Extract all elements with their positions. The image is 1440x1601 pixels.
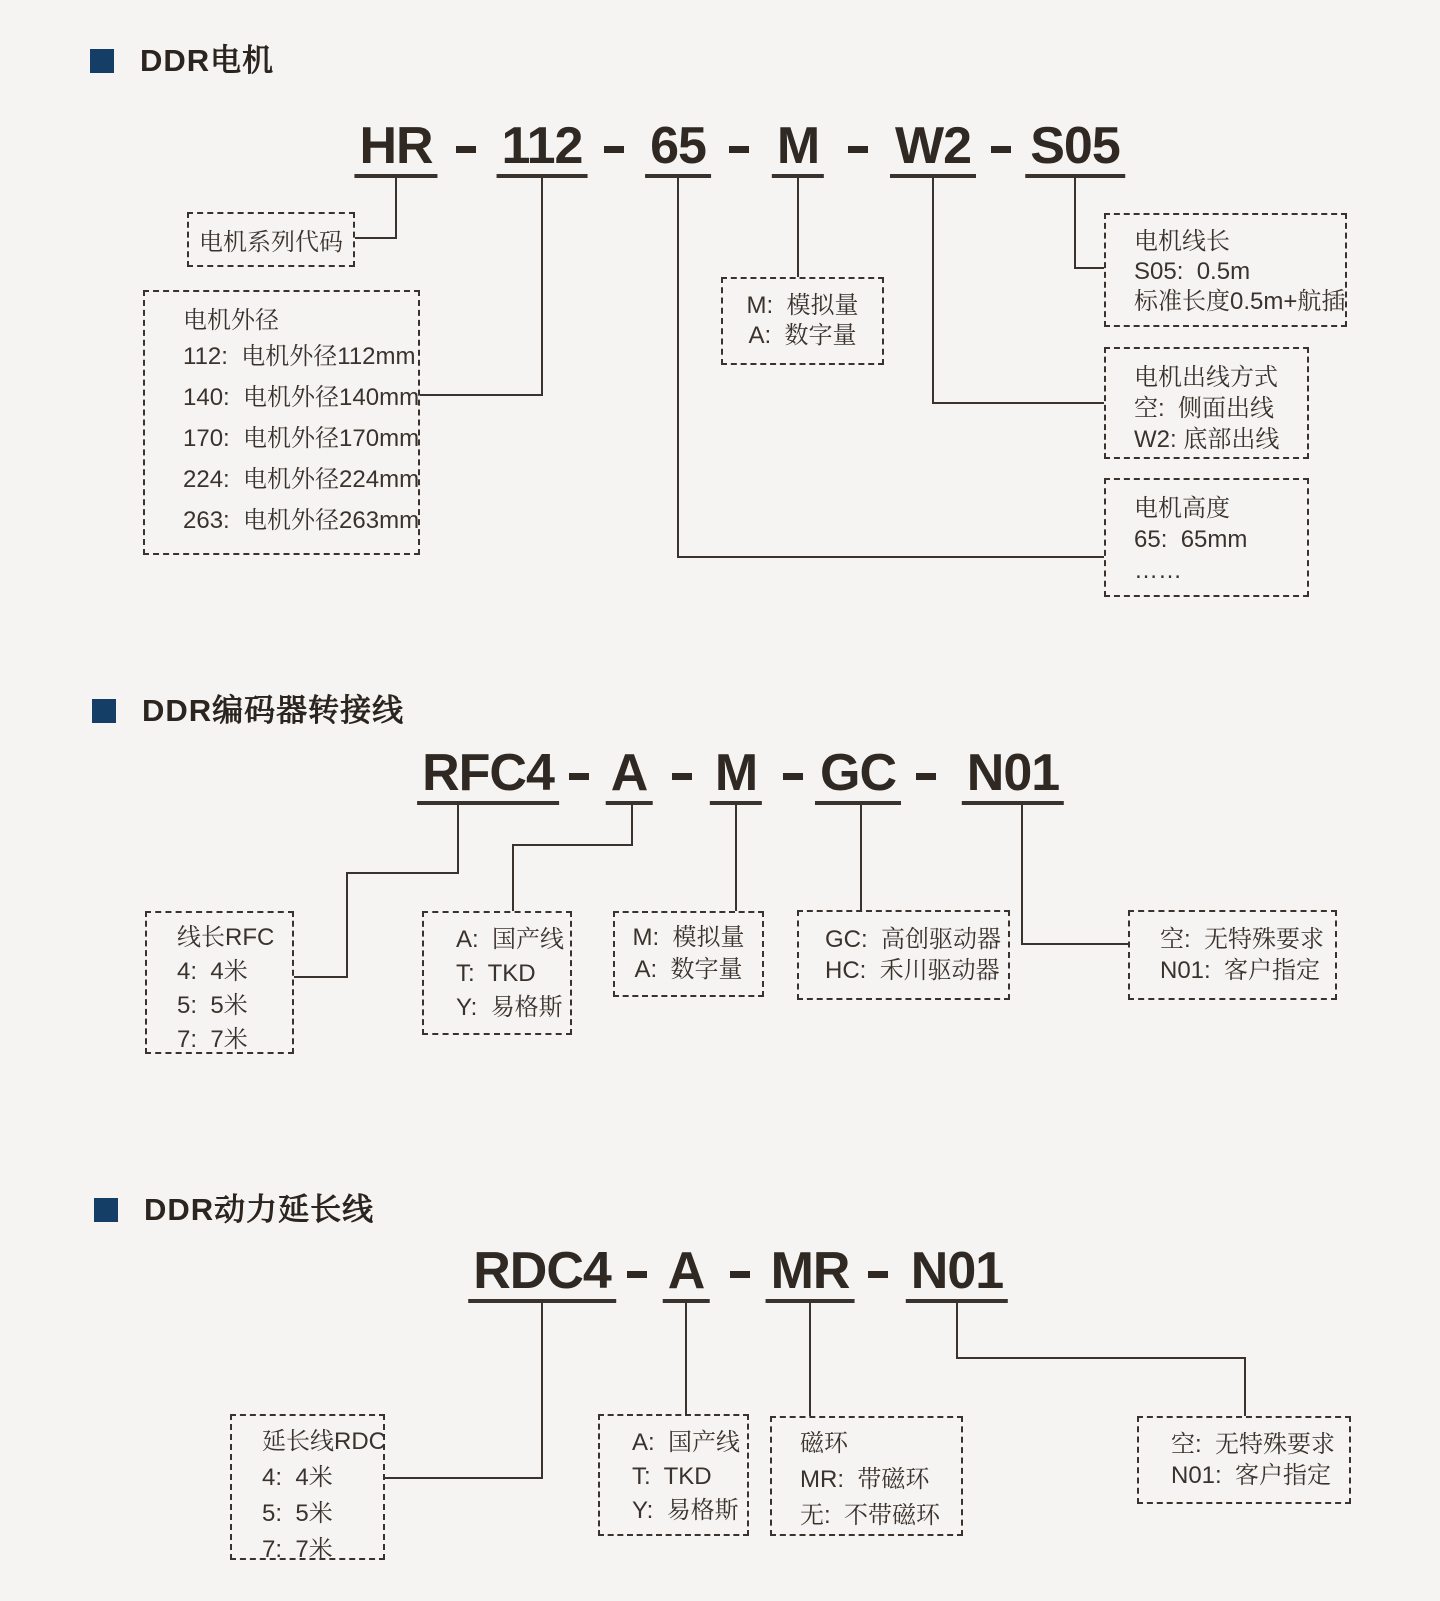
connector-rfc4-horizontal-1 <box>346 872 459 874</box>
legend-title: 电机外径 <box>183 307 279 334</box>
legend-line: HC: 禾川驱动器 <box>825 957 1000 984</box>
connector-rfc4-vertical-2 <box>346 872 348 978</box>
legend-line: 5: 5米 <box>262 1500 333 1527</box>
section-bullet-icon <box>94 1198 118 1222</box>
legend-box-rfc-length <box>145 911 294 1054</box>
legend-line: A: 数字量 <box>748 322 857 349</box>
connector-s05-vertical <box>1074 178 1076 269</box>
connector-n01-vertical-2 <box>1244 1357 1246 1416</box>
section-bullet-icon <box>90 49 114 73</box>
model-segment-rdc4: RDC4 <box>468 1243 616 1303</box>
model-separator <box>729 146 749 153</box>
connector-gc-vertical <box>860 805 862 911</box>
legend-line: 224: 电机外径224mm <box>183 466 420 493</box>
legend-box-rdc-length <box>230 1414 386 1563</box>
legend-line: 空: 侧面出线 <box>1134 395 1275 422</box>
legend-line: T: TKD <box>456 960 536 987</box>
legend-line: 7: 7米 <box>177 1026 248 1053</box>
connector-hr-horizontal <box>355 237 397 239</box>
section-title: DDR电机 <box>140 43 275 78</box>
model-separator <box>730 1271 750 1278</box>
legend-line: A: 国产线 <box>456 926 565 953</box>
legend-line: 空: 无特殊要求 <box>1171 1431 1336 1458</box>
legend-line: A: 数字量 <box>634 956 743 983</box>
legend-box-signal-type <box>721 277 884 365</box>
connector-a-vertical-1 <box>631 805 633 846</box>
legend-box-signal-type <box>613 911 764 997</box>
model-separator <box>672 773 692 780</box>
connector-m-vertical <box>735 805 737 911</box>
legend-line: Y: 易格斯 <box>456 994 563 1021</box>
legend-title: 电机线长 <box>1134 228 1230 255</box>
model-segment-112: 112 <box>497 118 588 178</box>
model-separator <box>783 773 803 780</box>
connector-rfc4-horizontal-2 <box>294 976 348 978</box>
model-segment-n01: N01 <box>906 1243 1008 1303</box>
legend-box-motor-diameter <box>143 290 420 555</box>
connector-n01-vertical <box>1021 805 1023 945</box>
legend-line: 无: 不带磁环 <box>800 1502 941 1529</box>
legend-line: GC: 高创驱动器 <box>825 926 1002 953</box>
model-separator <box>991 146 1011 153</box>
legend-line: Y: 易格斯 <box>632 1497 739 1524</box>
connector-a-vertical <box>685 1303 687 1414</box>
section-header <box>90 42 274 80</box>
model-segment-65: 65 <box>645 118 711 178</box>
legend-line: 电机系列代码 <box>199 229 343 256</box>
legend-line: M: 模拟量 <box>746 292 859 319</box>
model-segment-gc: GC <box>815 745 901 805</box>
legend-line: N01: 客户指定 <box>1160 957 1321 984</box>
legend-line: 4: 4米 <box>177 958 248 985</box>
legend-line: 4: 4米 <box>262 1464 333 1491</box>
legend-box-driver <box>797 910 1010 1000</box>
model-segment-s05: S05 <box>1025 118 1125 178</box>
model-separator <box>456 146 476 153</box>
connector-112-vertical <box>541 178 543 396</box>
model-separator <box>627 1271 647 1278</box>
connector-mr-vertical <box>809 1303 811 1416</box>
legend-line: M: 模拟量 <box>632 924 745 951</box>
legend-box-wire-brand <box>598 1414 749 1536</box>
legend-line: N01: 客户指定 <box>1171 1462 1332 1489</box>
connector-s05-horizontal <box>1074 267 1104 269</box>
section-header <box>94 1191 374 1229</box>
legend-line: 标准长度0.5m+航插 <box>1134 288 1346 315</box>
model-segment-m: M <box>772 118 824 178</box>
model-segment-n01: N01 <box>962 745 1064 805</box>
connector-rfc4-vertical-1 <box>457 805 459 874</box>
section-header <box>92 692 404 730</box>
model-segment-w2: W2 <box>890 118 976 178</box>
connector-n01-vertical-1 <box>956 1303 958 1359</box>
connector-65-vertical <box>677 178 679 558</box>
legend-title: 磁环 <box>800 1430 848 1457</box>
model-separator <box>848 146 868 153</box>
model-segment-a: A <box>663 1243 710 1303</box>
legend-box-wire-brand <box>422 911 572 1035</box>
connector-a-vertical-2 <box>512 844 514 911</box>
model-segment-mr: MR <box>766 1243 855 1303</box>
legend-box-series-code <box>187 212 355 267</box>
legend-title: 电机出线方式 <box>1134 364 1278 391</box>
legend-line: 170: 电机外径170mm <box>183 425 420 452</box>
connector-w2-horizontal <box>932 402 1104 404</box>
model-separator <box>604 146 624 153</box>
connector-a-horizontal <box>512 844 633 846</box>
model-separator <box>916 773 936 780</box>
legend-box-outlet-style <box>1104 347 1309 459</box>
model-segment-hr: HR <box>354 118 437 178</box>
connector-m-vertical <box>797 178 799 277</box>
legend-line: 140: 电机外径140mm <box>183 384 420 411</box>
connector-rdc4-vertical <box>541 1303 543 1479</box>
legend-title: 电机高度 <box>1134 495 1230 522</box>
legend-line: MR: 带磁环 <box>800 1466 930 1493</box>
section-title: DDR动力延长线 <box>144 1192 375 1227</box>
model-segment-a: A <box>606 745 653 805</box>
connector-112-horizontal <box>420 394 543 396</box>
legend-box-special-request <box>1137 1416 1351 1504</box>
legend-box-magnet-ring <box>770 1416 963 1536</box>
legend-title: 线长RFC <box>177 924 275 951</box>
model-segment-rfc4: RFC4 <box>417 745 559 805</box>
section-title: DDR编码器转接线 <box>142 693 405 728</box>
legend-line: 263: 电机外径263mm <box>183 507 420 534</box>
legend-line: …… <box>1134 557 1182 584</box>
legend-line: 112: 电机外径112mm <box>183 343 416 370</box>
legend-line: 5: 5米 <box>177 992 248 1019</box>
legend-line: 65: 65mm <box>1134 526 1248 553</box>
legend-box-motor-height <box>1104 478 1309 597</box>
connector-w2-vertical <box>932 178 934 404</box>
legend-line: 空: 无特殊要求 <box>1160 926 1325 953</box>
connector-n01-horizontal <box>956 1357 1246 1359</box>
connector-hr-vertical <box>395 178 397 239</box>
legend-line: W2: 底部出线 <box>1134 426 1280 453</box>
legend-title: 延长线RDC <box>262 1428 386 1455</box>
connector-65-horizontal <box>677 556 1104 558</box>
section-bullet-icon <box>92 699 116 723</box>
legend-line: S05: 0.5m <box>1134 258 1251 285</box>
legend-line: A: 国产线 <box>632 1429 741 1456</box>
legend-box-special-request <box>1128 910 1337 1000</box>
model-separator <box>569 773 589 780</box>
model-segment-m: M <box>710 745 762 805</box>
legend-line: 7: 7米 <box>262 1536 333 1563</box>
connector-rdc4-horizontal <box>385 1477 543 1479</box>
connector-n01-horizontal <box>1021 943 1128 945</box>
legend-line: T: TKD <box>632 1463 712 1490</box>
legend-box-cable-length <box>1104 213 1347 327</box>
model-separator <box>868 1271 888 1278</box>
